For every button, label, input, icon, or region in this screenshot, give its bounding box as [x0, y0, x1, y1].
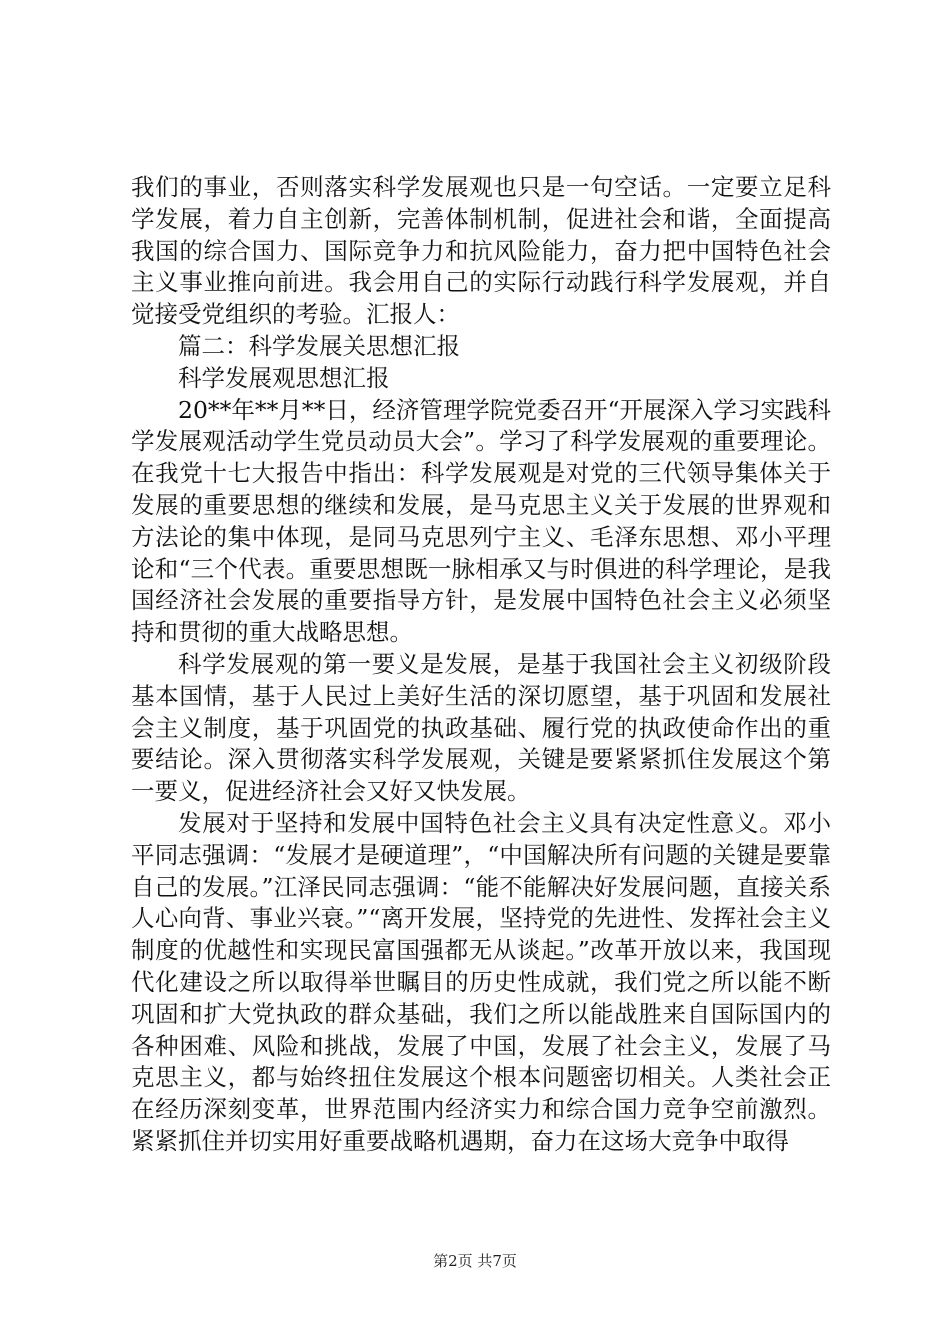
paragraph-5: 科学发展观的第一要义是发展，是基于我国社会主义初级阶段基本国情，基于人民过上美好生活的深切愿望，基于巩固和发展社会主义制度，基于巩固党的执政基础、履行党的执政使命作出的重要结论。深入贯彻落实科学发展观，关键是要紧紧抓住发展这个第一要义，促进经济社会又好又快发展。	[131, 649, 831, 806]
paragraph-2-heading: 篇二：科学发展关思想汇报	[178, 331, 460, 360]
page-number-footer: 第2页 共7页	[433, 1252, 517, 1270]
paragraph-3-title: 科学发展观思想汇报	[178, 363, 390, 392]
document-body	[131, 172, 831, 1158]
paragraph-4: 20**年**月**日，经济管理学院党委召开“开展深入学习实践科学发展观活动学生党员动员大会”。学习了科学发展观的重要理论。在我党十七大报告中指出：科学发展观是对党的三代领导集体关于发展的重要思想的继续和发展，是马克思主义关于发展的世界观和方法论的集中体现，是同马克思列宁主义、毛泽东思想、邓小平理论和“三个代表。重要思想既一脉相承又与时俱进的科学理论，是我国经济社会发展的重要指导方针，是发展中国特色社会主义必须坚持和贯彻的重大战略思想。	[131, 395, 831, 647]
paragraph-1: 我们的事业，否则落实科学发展观也只是一句空话。一定要立足科学发展，着力自主创新，完善体制机制，促进社会和谐，全面提高我国的综合国力、国际竞争力和抗风险能力，奋力把中国特色社会主义事业推向前进。我会用自己的实际行动践行科学发展观，并自觉接受党组织的考验。汇报人：	[131, 173, 831, 329]
paragraph-6: 发展对于坚持和发展中国特色社会主义具有决定性意义。邓小平同志强调：“发展才是硬道理”，“中国解决所有问题的关键是要靠自己的发展。”江泽民同志强调：“能不能解决好发展问题，直接关系人心向背、事业兴衰。”“离开发展，坚持党的先进性、发挥社会主义制度的优越性和实现民富国强都无从谈起。”改革开放以来，我国现代化建设之所以取得举世瞩目的历史性成就，我们党之所以能不断巩固和扩大党执政的群众基础，我们之所以能战胜来自国际国内的各种困难、风险和挑战，发展了中国，发展了社会主义，发展了马克思主义，都与始终扭住发展这个根本问题密切相关。人类社会正在经历深刻变革，世界范围内经济实力和综合国力竞争空前激烈。紧紧抓住并切实用好重要战略机遇期，奋力在这场大竞争中取得	[131, 808, 831, 1155]
